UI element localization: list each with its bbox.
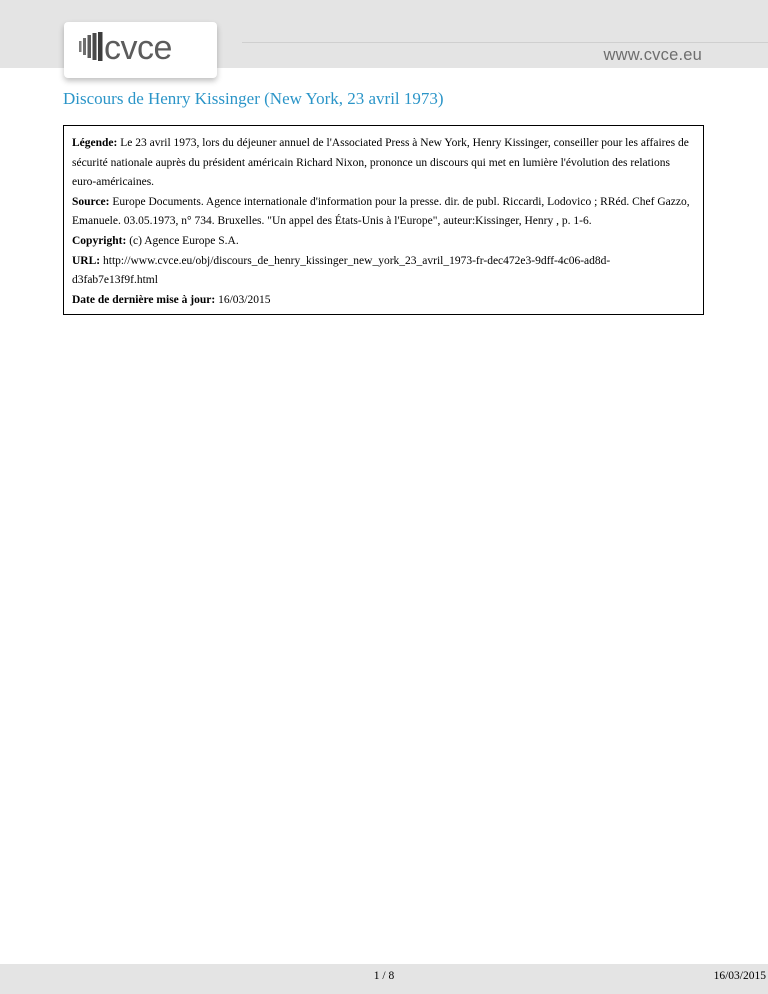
logo-stripes-icon <box>64 22 217 78</box>
copyright-label: Copyright: <box>72 234 127 247</box>
date-paragraph <box>72 291 695 311</box>
site-url[interactable]: www.cvce.eu <box>603 46 702 64</box>
date-text: 16/03/2015 <box>215 293 271 306</box>
page-header <box>0 0 768 68</box>
footer-date: 16/03/2015 <box>713 970 766 982</box>
legende-label: Légende: <box>72 137 118 149</box>
date-label: Date de dernière mise à jour: <box>72 293 216 306</box>
header-divider <box>242 42 768 43</box>
url-paragraph <box>72 252 695 291</box>
page-number: 1 / 8 <box>373 970 395 982</box>
legende-text: Le 23 avril 1973, lors du déjeuner annuel de l'Associated Press à New York, Henry Kissinger, conseiller pour les affaires de sécurité nationale auprès du président américain Richard Nixon, prononce un discours qui met en lumière l'évolution des relations euro-américaines. <box>72 137 689 189</box>
metadata-box <box>63 125 704 315</box>
url-link[interactable]: http://www.cvce.eu/obj/discours_de_henry_kissinger_new_york_23_avril_1973-fr-dec472e3-9dff-4c06-ad8d-d3fab7e13f9f.html <box>72 254 611 287</box>
document-title: Discours de Henry Kissinger (New York, 23 avril 1973) <box>63 89 444 108</box>
cvce-logo <box>64 22 217 78</box>
url-label: URL: <box>72 254 101 267</box>
logo-text: cvce <box>104 29 172 67</box>
legende-paragraph <box>72 134 695 193</box>
source-text: Europe Documents. Agence internationale d'information pour la presse. dir. de publ. Riccardi, Lodovico ; RRéd. Chef Gazzo, Emanuele. 03.05.1973, n° 734. Bruxelles. "Un appel des États-Unis à l'Europe", auteur:Kissinger, Henry , p. 1-6. <box>72 195 690 228</box>
copyright-text: (c) Agence Europe S.A. <box>126 234 239 247</box>
page-footer <box>0 964 768 994</box>
source-paragraph <box>72 193 695 232</box>
source-label: Source: <box>72 195 110 208</box>
copyright-paragraph <box>72 232 695 252</box>
